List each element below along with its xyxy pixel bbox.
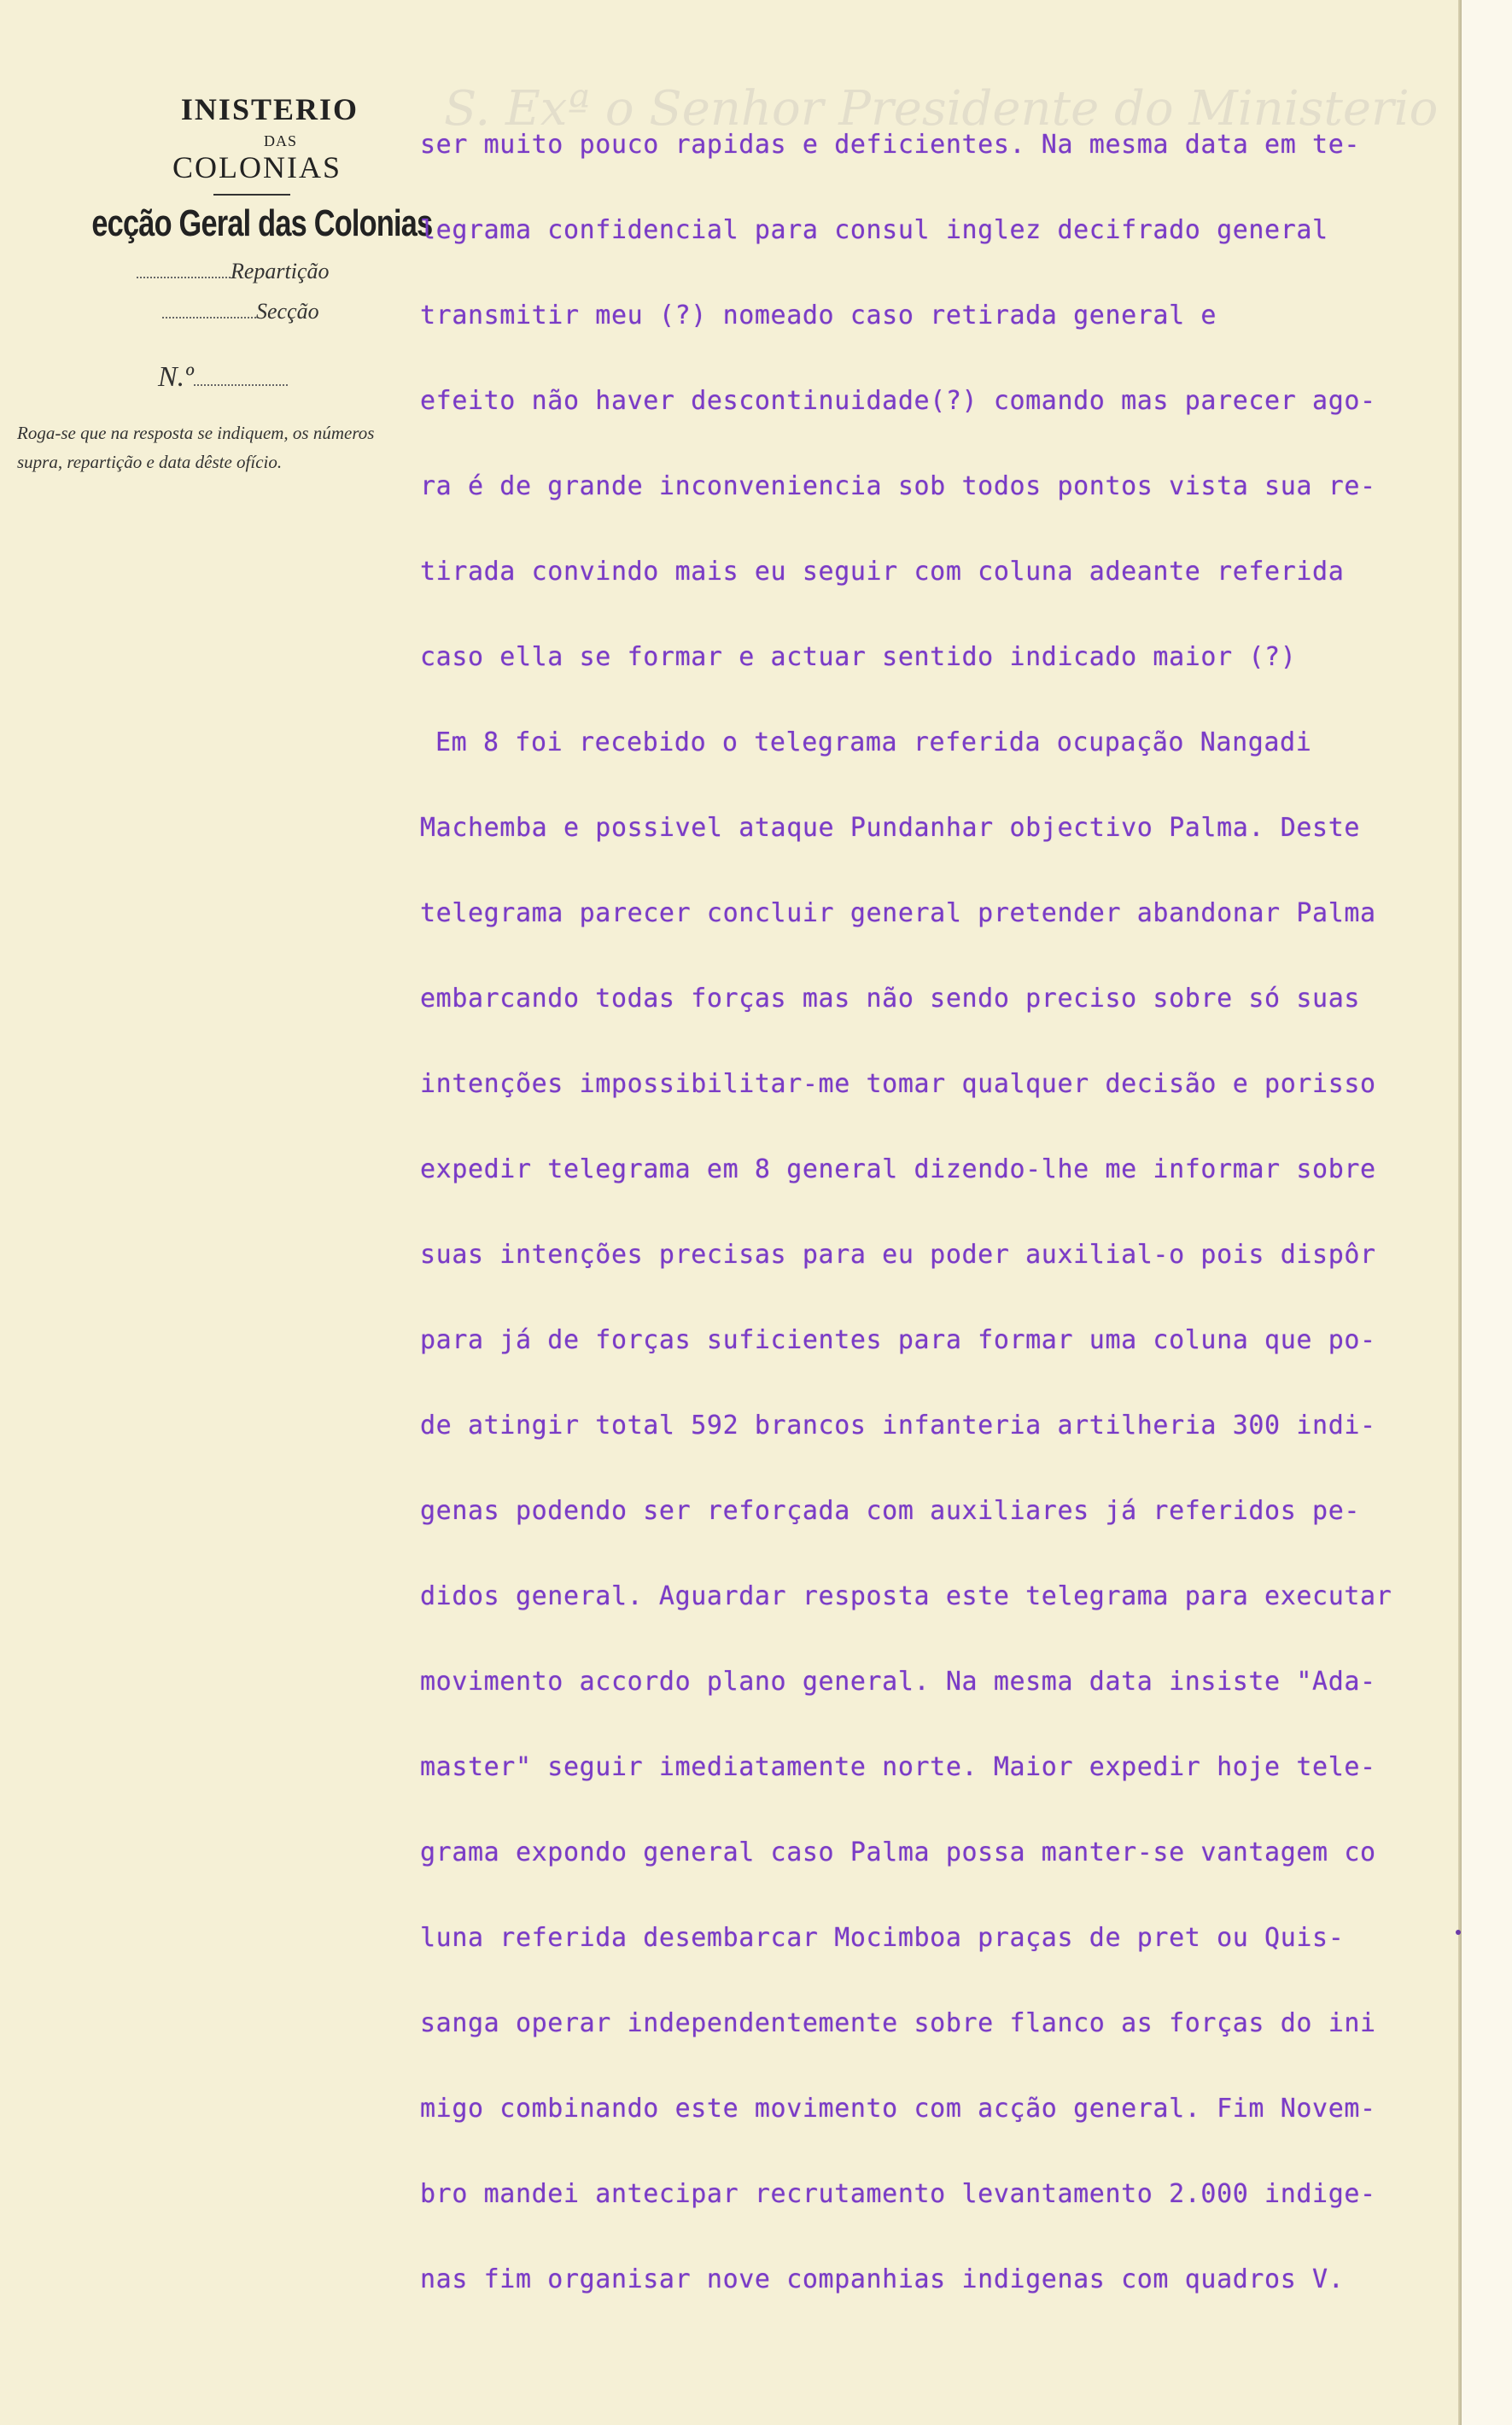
numero-field [158,361,288,394]
body-line: transmitir meu (?) nomeado caso retirada general e [420,301,1217,330]
body-line: bro mandei antecipar recrutamento levantamento 2.000 indige- [420,2179,1376,2209]
body-line: ser muito pouco rapidas e deficientes. Na mesma data em te- [420,130,1361,160]
body-line: Em 8 foi recebido o telegrama referida ocupação Nangadi [435,728,1312,757]
dotted-leader [194,381,288,386]
body-line: caso ella se formar e actuar sentido indicado maior (?) [420,642,1297,672]
body-line: efeito não haver descontinuidade(?) comando mas parecer ago- [420,386,1376,416]
bleed-through-heading: S. Exª o Senhor Presidente do Ministerio [444,81,1439,137]
background-strip [1462,0,1512,2425]
dotted-leader [162,313,256,318]
reparticao-label: Repartição [231,259,330,283]
dotted-leader [137,273,231,278]
body-line: master" seguir imediatamente norte. Maior expedir hoje tele- [420,1752,1376,1782]
body-line: movimento accordo plano general. Na mesma data insiste "Ada- [420,1667,1376,1697]
body-line: luna referida desembarcar Mocimboa praças de pret ou Quis- [420,1923,1345,1953]
ink-dot [1456,1930,1461,1935]
body-line: genas podendo ser reforçada com auxiliares já referidos pe- [420,1496,1361,1526]
ministry-colonias: COLONIAS [172,150,342,184]
body-line: tirada convindo mais eu seguir com coluna adeante referida [420,557,1345,587]
ministry-title: INISTERIO [180,92,359,126]
body-line: ra é de grande inconveniencia sob todos pontos vista sua re- [420,471,1376,501]
body-line: de atingir total 592 brancos infanteria artilheria 300 indi- [420,1411,1376,1440]
numero-label: N.º [158,361,194,393]
body-line: grama expondo general caso Palma possa manter-se vantagem co [420,1838,1376,1867]
direction-title: ecção Geral das Colonias [91,202,433,244]
reparticao-field [137,259,330,284]
body-line: intenções impossibilitar-me tomar qualquer decisão e porisso [420,1069,1376,1099]
seccao-field [162,299,319,324]
body-line: sanga operar independentemente sobre flanco as forças do ini [420,2008,1376,2038]
ministry-das: DAS [263,132,297,149]
body-line: expedir telegrama em 8 general dizendo-lhe me informar sobre [420,1154,1376,1184]
seccao-label: Secção [256,299,319,324]
letterhead-rule [213,194,290,196]
body-line: embarcando todas forças mas não sendo preciso sobre só suas [420,984,1361,1014]
body-line: nas fim organisar nove companhias indigenas com quadros V. [420,2264,1345,2294]
body-line: para já de forças suficientes para formar uma coluna que po- [420,1325,1376,1355]
body-line: legrama confidencial para consul inglez decifrado general [420,215,1328,245]
body-line: telegrama parecer concluir general pretender abandonar Palma [420,898,1376,928]
body-line: migo combinando este movimento com acção general. Fim Novem- [420,2094,1376,2124]
body-line: didos general. Aguardar resposta este telegrama para executar [420,1581,1392,1611]
body-line: suas intenções precisas para eu poder auxilial-o pois dispôr [420,1240,1376,1270]
reply-instruction: Roga-se que na resposta se indiquem, os números supra, repartição e data dêste ofício. [17,423,375,472]
body-line: Machemba e possivel ataque Pundanhar objectivo Palma. Deste [420,813,1361,843]
